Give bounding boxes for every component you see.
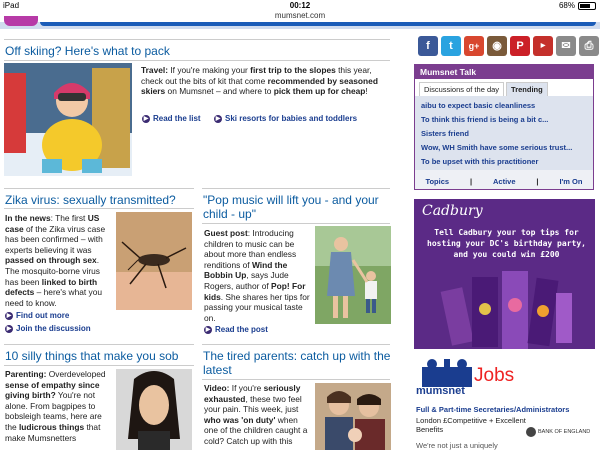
pop-article-summary: Guest post: Introducing children to music can be about more than endless renditions of Wind the Bobbin Up, says Jude Rogers, author of Pop! For kids. She shares her tips for passing your musical taste on.	[204, 228, 310, 323]
cadbury-message: Tell Cadbury your top tips for hosting your DC's birthday party, and you could win £200	[427, 228, 586, 259]
pop-article-title[interactable]: "Pop music will lift you - and your child - up"	[203, 193, 379, 221]
battery-percent: 68%	[558, 1, 575, 10]
clock: 00:12	[289, 1, 311, 10]
job-tagline: We're not just a uniquely	[416, 441, 498, 450]
tired-article-summary: Video: If you're seriously exhausted, these two feel your pain. This week, just who was 'on duty' when one of the children caught a cold? Catch up with this	[204, 383, 308, 446]
bank-seal-icon	[526, 427, 536, 437]
divider	[202, 344, 390, 345]
jobs-wordmark: Jobs	[474, 365, 515, 386]
sob-article-title[interactable]: 10 silly things that make you sob	[5, 349, 179, 363]
job-title[interactable]: Full & Part-time Secretaries/Administrators	[416, 405, 570, 414]
find-out-more-link[interactable]: ▶ Find out more	[6, 311, 70, 320]
thread-link[interactable]: Sisters friend	[421, 129, 469, 138]
facebook-icon[interactable]: f	[418, 36, 438, 56]
sob-article-summary: Parenting: Overdeveloped sense of empathy since giving birth? You're not alone. From bagpipes to bobsleigh teams, here are the ludicrous things that make Mumsnetters	[5, 369, 106, 443]
youtube-icon[interactable]: ▶	[533, 36, 553, 56]
battery-icon	[578, 2, 596, 10]
thread-link[interactable]: aibu to expect basic cleanliness	[421, 101, 536, 110]
employer-name: BANK OF ENGLAND	[538, 429, 591, 435]
divider	[4, 344, 194, 345]
ski-article-title[interactable]: Off skiing? Here's what to pack	[5, 44, 170, 58]
battery-fill	[580, 4, 590, 8]
cadbury-logo: Cadbury	[422, 203, 483, 219]
talk-thread-list	[415, 96, 593, 170]
divider	[4, 60, 390, 61]
arrow-right-icon: ▶	[205, 326, 211, 333]
divider	[4, 39, 390, 40]
read-the-post-link[interactable]: ▶ Read the post	[205, 325, 268, 334]
email-icon[interactable]: ✉	[556, 36, 576, 56]
mumsnet-wordmark: mumsnet	[416, 385, 465, 397]
separator: |	[469, 177, 473, 186]
separator: |	[536, 177, 539, 186]
arrow-right-icon: ▶	[143, 115, 149, 122]
divider	[202, 223, 390, 224]
talk-header: Mumsnet Talk	[415, 65, 593, 79]
thread-link[interactable]: Wow, WH Smith have some serious trust...	[421, 143, 573, 152]
divider	[202, 379, 390, 380]
employer-logo	[526, 427, 590, 437]
twitter-icon[interactable]: t	[441, 36, 461, 56]
zika-article-summary: In the news: The first US case of the Zika virus case has been confirmed – with experts believing it was passed on through sex. The mosquito-borne virus has been linked to birth defects – here's what you need to know.	[5, 213, 106, 308]
divider	[202, 188, 390, 189]
pinterest-icon[interactable]: P	[510, 36, 530, 56]
address-bar[interactable]: mumsnet.com	[274, 11, 326, 20]
arrow-right-icon: ▶	[6, 325, 12, 332]
ski-child-photo[interactable]	[4, 63, 132, 176]
topics-link[interactable]: Topics	[425, 177, 450, 186]
google-plus-icon[interactable]: g+	[464, 36, 484, 56]
site-header-strip	[0, 22, 600, 29]
ski-article-summary: Travel: If you're making your first trip to the slopes this year, check out the bits of kit that come recommended by seasoned skiers on Mumsnet – and where to pick them up for cheap!	[141, 65, 378, 97]
thread-link[interactable]: To be upset with this practitioner	[421, 157, 539, 166]
thread-link[interactable]: To think this friend is being a bit c...	[421, 115, 549, 124]
mumsnet-jobs-widget[interactable]	[414, 357, 595, 450]
site-menu-tab[interactable]	[4, 16, 38, 26]
chocolate-packs-image	[436, 269, 576, 349]
arrow-right-icon: ▶	[215, 115, 221, 122]
talk-footer	[415, 170, 593, 186]
tired-article-title[interactable]: The tired parents: catch up with the latest	[203, 349, 391, 377]
social-icons	[418, 36, 599, 56]
ski-resorts-link[interactable]: ▶ Ski resorts for babies and toddlers	[215, 114, 358, 123]
header-bar	[40, 22, 596, 26]
divider	[4, 208, 194, 209]
cadbury-advert[interactable]	[414, 199, 595, 349]
join-the-discussion-link[interactable]: ▶ Join the discussion	[6, 324, 91, 333]
status-bar	[0, 0, 600, 11]
mosquito-photo[interactable]	[116, 212, 192, 310]
job-details: London £Competitive + Excellent Benefits	[416, 416, 526, 434]
arrow-right-icon: ▶	[6, 312, 12, 319]
crying-woman-photo[interactable]	[116, 369, 192, 450]
tab-discussions-of-the-day[interactable]: Discussions of the day	[419, 82, 504, 96]
parent-child-dancing-photo[interactable]	[315, 226, 391, 324]
active-link[interactable]: Active	[493, 177, 516, 186]
tired-parents-photo[interactable]	[315, 383, 391, 450]
divider	[4, 188, 194, 189]
tab-trending[interactable]: Trending	[506, 82, 548, 96]
talk-tabs	[415, 79, 593, 96]
instagram-icon[interactable]: ◉	[487, 36, 507, 56]
im-on-link[interactable]: I'm On	[559, 177, 583, 186]
print-icon[interactable]: ⎙	[579, 36, 599, 56]
divider	[4, 365, 194, 366]
mumsnet-talk-widget	[414, 64, 594, 190]
zika-article-title[interactable]: Zika virus: sexually transmitted?	[5, 193, 176, 207]
device-label: iPad	[3, 1, 20, 10]
battery-indicator	[559, 1, 596, 10]
read-the-list-link[interactable]: ▶ Read the list	[143, 114, 201, 123]
